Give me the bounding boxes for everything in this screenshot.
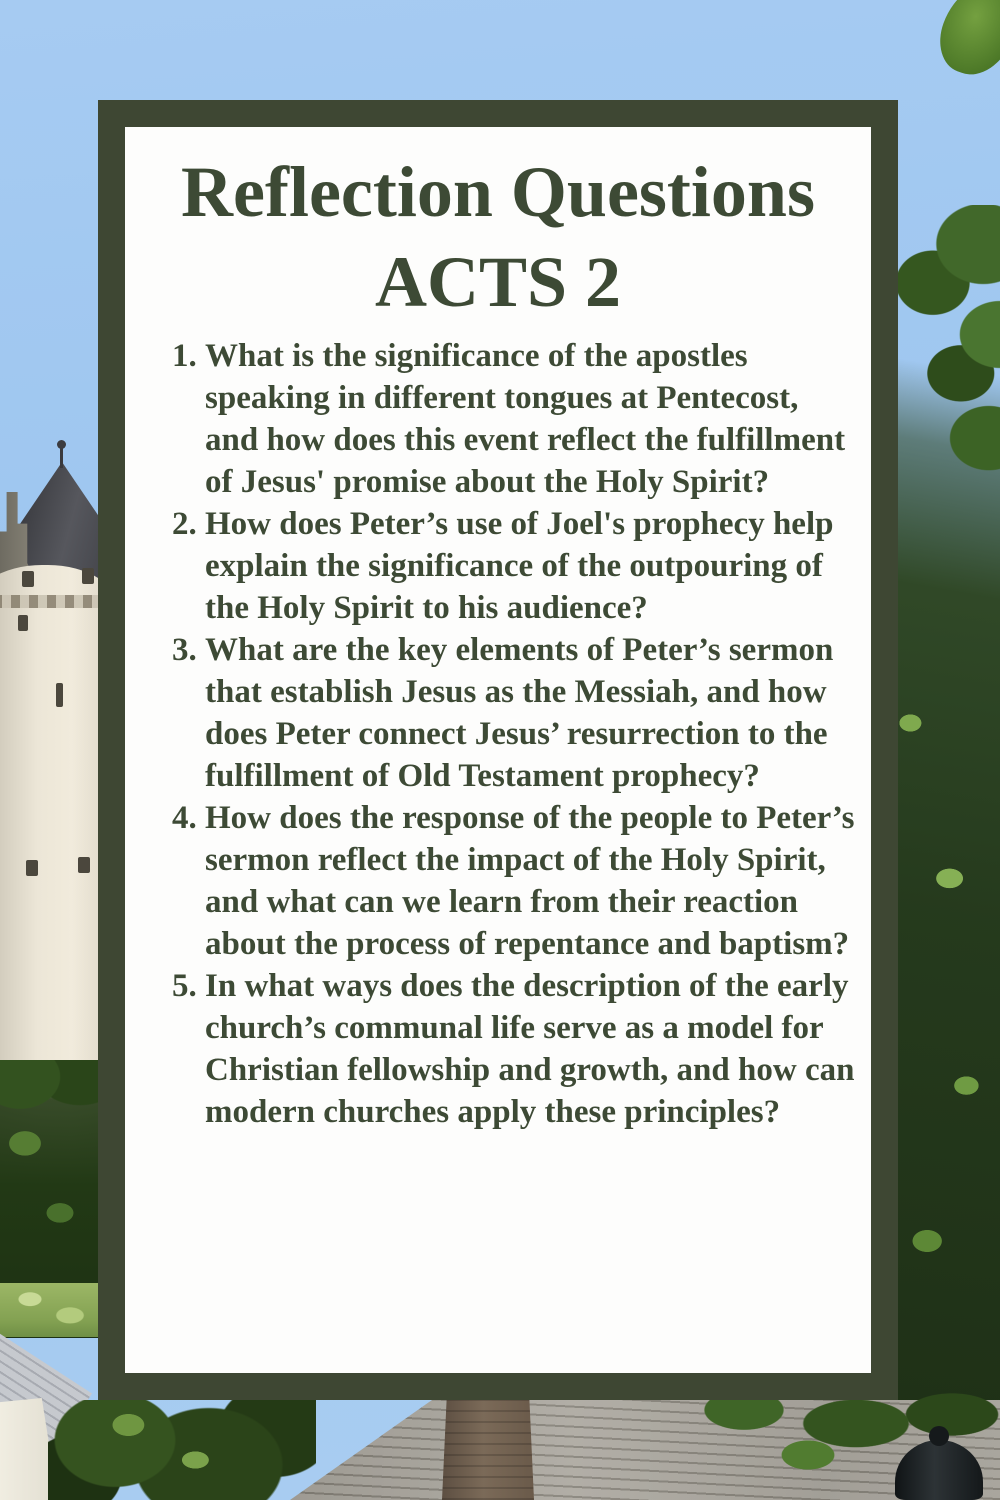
tower-window	[22, 571, 34, 587]
question-item-3: 3. What are the key elements of Peter’s sermon that establish Jesus as the Messiah, and how does Peter connect Jesus’ resurrection to the fulfillment of Old Testament prophecy?	[205, 629, 859, 797]
tower-window	[78, 857, 90, 873]
hedge-left	[0, 1283, 100, 1337]
question-card	[98, 100, 898, 1400]
chimney	[442, 1400, 534, 1500]
trees-right	[888, 205, 1000, 1500]
question-item-4: 4. How does the response of the people to Peter’s sermon reflect the impact of the Holy Spirit, and what can we learn from their reaction about the process of repentance and baptism?	[205, 797, 859, 965]
leaf-top-right	[930, 0, 1000, 85]
tower-window	[26, 860, 38, 876]
page-title	[133, 147, 863, 327]
question-item-5: 5. In what ways does the description of the early church’s communal life serve as a model for Christian fellowship and growth, and how can modern churches apply these principles?	[205, 965, 859, 1133]
tower-window	[18, 615, 28, 631]
castle-tower-spire	[60, 444, 63, 468]
title-line-2: ACTS 2	[374, 242, 622, 322]
title-line-1: Reflection Questions	[181, 152, 815, 232]
tower-window	[82, 568, 94, 584]
question-item-2: 2. How does Peter’s use of Joel's prophecy help explain the significance of the outpouring of the Holy Spirit to his audience?	[205, 503, 859, 629]
question-list	[141, 335, 859, 1133]
tower-window	[56, 683, 63, 707]
question-item-1: 1. What is the significance of the apostles speaking in different tongues at Pentecost, and how does this event reflect the fulfillment of Jesus' promise about the Holy Spirit?	[205, 335, 859, 503]
trees-bottom-left	[48, 1400, 316, 1500]
